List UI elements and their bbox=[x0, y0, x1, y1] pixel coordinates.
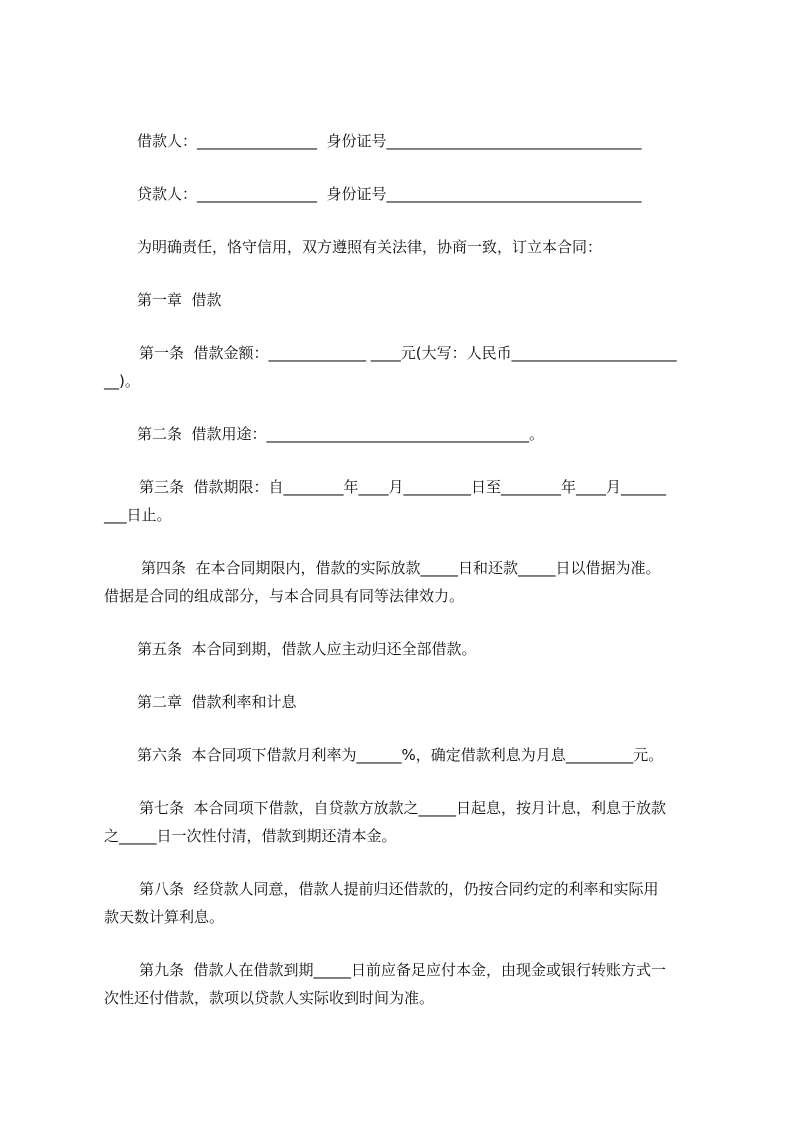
article-6: 第六条 本合同项下借款月利率为______%，确定借款利息为月息_________元。 bbox=[137, 746, 664, 764]
lender-line: 贷款人：________________ 身份证号__________________________________ bbox=[137, 185, 642, 203]
article-4-line-1: 第四条 在本合同期限内，借款的实际放款_____日和还款_____日以借据为准。 bbox=[141, 559, 661, 577]
borrower-line: 借款人：________________ 身份证号__________________________________ bbox=[137, 132, 642, 150]
article-8-line-2: 款天数计算利息。 bbox=[104, 908, 225, 926]
article-1-line-2: __)。 bbox=[104, 372, 140, 390]
article-1-line-1: 第一条 借款金额：_____________ ____元(大写：人民币______________________ bbox=[139, 344, 677, 362]
article-5: 第五条 本合同到期，借款人应主动归还全部借款。 bbox=[137, 640, 477, 658]
chapter-1-heading: 第一章 借款 bbox=[137, 291, 222, 309]
article-4-line-2: 借据是合同的组成部分，与本合同具有同等法律效力。 bbox=[104, 587, 465, 605]
preamble: 为明确责任，恪守信用，双方遵照有关法律，协商一致，订立本合同： bbox=[137, 238, 603, 256]
article-8-line-1: 第八条 经贷款人同意，借款人提前归还借款的，仍按合同约定的利率和实际用 bbox=[139, 880, 659, 898]
article-7-line-1: 第七条 本合同项下借款，自贷款方放款之_____日起息，按月计息，利息于放款 bbox=[139, 799, 667, 817]
chapter-2-heading: 第二章 借款利率和计息 bbox=[137, 693, 297, 711]
article-9-line-2: 次性还付借款，款项以贷款人实际收到时间为准。 bbox=[104, 989, 435, 1007]
article-7-line-2: 之_____日一次性付清，借款到期还清本金。 bbox=[104, 827, 397, 845]
article-9-line-1: 第九条 借款人在借款到期_____日前应备足应付本金，由现金或银行转账方式一 bbox=[139, 961, 667, 979]
article-3-line-2: ___日止。 bbox=[104, 506, 172, 524]
article-2: 第二条 借款用途：___________________________________。 bbox=[137, 425, 545, 443]
article-3-line-1: 第三条 借款期限：自________年____月_________日至________年____月______ bbox=[139, 478, 667, 496]
